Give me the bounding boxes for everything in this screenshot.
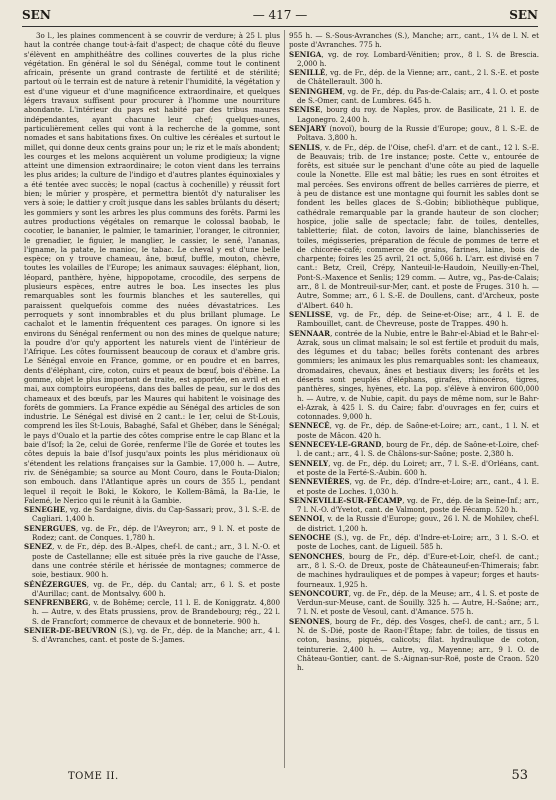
entry-senones xyxy=(289,617,539,673)
column-divider xyxy=(284,30,285,768)
entry-sennece xyxy=(289,421,539,440)
entry-headword: SENIER-DE-BEUVRON xyxy=(24,626,117,635)
entry-senfrenberg xyxy=(24,598,280,626)
entry-headword: SENNECEY-LE-GRAND xyxy=(289,440,382,450)
entry-headword: SENNEVILLE-SUR-FÉCAMP xyxy=(289,495,403,505)
entry-text: , vg. de Fr., dép. de la Vienne; arr., cant., 2 l. S.-E. et poste de Châtellerault. 300 h. xyxy=(297,68,539,87)
entry-sennevieres xyxy=(289,477,539,496)
entry-seneghe xyxy=(24,505,280,524)
running-header xyxy=(22,8,538,26)
entry-text: , v. de Bohême; cercle, 11 l. E. de Koniggratz. 4,800 h. — Autre, v. des Etats prussiens, prov. de Brandebourg; rég., 22 l. S. de Francfort; commerce de chevaux et de bonneterie. 900 h. xyxy=(32,598,280,626)
entry-headword: SENNEVIÈRES xyxy=(289,477,350,487)
entry-sennoi xyxy=(289,514,539,533)
entry-senille xyxy=(289,68,539,87)
entry-text: , vg. de Fr., dép. de Seine-et-Oise; arr., 4 l. E. de Rambouillet, cant. de Chevreuse, poste de Trappes. 490 h. xyxy=(297,309,539,329)
entry-text: , vg. de Sardaigne, divis. du Cap-Sassari; prov., 3 l. S.-E. de Cagliari. 1,400 h. xyxy=(32,505,280,524)
entry-headword: SENLIS xyxy=(289,142,321,152)
left-column xyxy=(24,31,280,767)
entry-senjary xyxy=(289,124,539,143)
entry-text: , contrée de la Nubie, entre le Bahr-el-Abiad et le Bahr-el-Azrak, sous un climat malsain; le sol est fertile et produit du maïs, des légumes et du tabac; belles forêts contenant des arbres gommiers; les animaux les plus remarquables sont: les chameaux, dromadaires, chevaux, ânes et bestiaux divers; les forêts et les déserts sont peuplés d'éléphans, girafes, rhinocéros, tigres, panthères, singes, hyènes, etc. La pop. s'élève à environ 600,000 h. — Autre, v. de Nubie, capit. du pays de même nom, sur le Bahr-el-Azrak, à 425 l. S. du Caire; fabr. d'ouvrages en fer, cuirs et cotonnades. 9,000 h. xyxy=(297,328,539,422)
entry-text: (novoï), bourg de la Russie d'Europe; gouv., 8 l. S.-E. de Poltava. 3,800 h. xyxy=(297,123,539,143)
entry-text: , bourg de Fr., dép. des Vosges, chef-l. de cant.; arr., 5 l. N. de S.-Dié, poste de Raon-l'Étape; fabr. de toiles, de tissus en coton, basins, piqués, calicots; filat. hydraulique de coton, teinturerie. 2,400 h. — Autre, vg., Mayenne; arr., 9 l. O. de Château-Gontier, cant. de S.-Aignan-sur-Roë, poste de Craon. 520 h. xyxy=(297,616,539,673)
entry-headword: SENLISSE xyxy=(289,309,331,319)
entry-senlisse xyxy=(289,310,539,329)
entry-text: , vg. de Fr., dép. d'Indre-et-Loire; arr., cant., 4 l. E. et poste de Loches. 1,030 h. xyxy=(297,477,539,496)
entry-headword: SENEGHE xyxy=(24,505,66,515)
senegal-description: 3o l., les plaines commencent à se couvrir de verdure; à 25 l. plus haut la contrée change tout-à-fait d'aspect; de chaque côté du fleuve s'élèvent en amphithéâtre des collines couvertes de la plus riche végétation. En général le sol du Sénégal, comme tout le continent africain, présente un grand contraste de fertilité et de stérilité; partout où le terrain est de nature à retenir l'humidité, la végétation y est d'une vigueur et d'une magnificence extraordinaire, et quelques légers travaux suffisent pour procurer à l'homme une nourriture abondante. L'intérieur du pays est habité par des tribus maures indépendantes, ayant chacune leur chef; quelques-unes, particulièrement celles qui vont à la recherche de la gomme, sont nomades et sans habitations fixes. On cultive les céréales et surtout le millet, qui donne deux cents grains pour un; le riz et le maïs abondent; les courges et les melons acquièrent un volume prodigieux; la vigne atteint une dimension extraordinaire; le coton vient dans les terrains les plus arides; la culture de l'indigo et d'autres plantes équinoxiales y a été tentée avec succès; le nopal (cactus à cochenille) y réussit fort bien; le mûrier y prospère, et permettra bientôt d'y naturaliser les vers à soie; le dattier y croît jusque dans les sables brûlants du désert; les gommiers y sont les arbres les plus communs des forêts. Parmi les autres productions végétales on remarque le colossal baobab, le cocotier, le bananier, le palmier, le tamarinier, l'oranger, le citronnier, le grenadier, le figuier, le manglier, le cassier, le sené, l'ananas, l'igname, la patate, le manioc, le tabac. Le cheval y est d'une belle espèce; on y trouve chameau, âne, bœuf, buffle, mouton, chèvre, toutes les volailles de l'Europe; les animaux sauvages: éléphant, lion, léopard, panthère, hyène, hippopotame, crocodile, des serpens de plusieurs espèces, entre autres le boa. Les insectes les plus remarquables sont les fourmis blanches et les sauterelles, qui paraissent quelquefois comme des nuées dévastatrices. Les perroquets y sont innombrables et du plus brillant plumage. Le cachalot et le lamentin fréquentent ces parages. On ignore si les environs du Sénégal renferment ou non des mines de quelque nature; la poudre d'or qu'y apportent les naturels vient de l'intérieur de l'Afrique. Les côtes fournissent beaucoup de coraux et d'ambre gris. Le Sénégal envoie en France, gomme, or en poudre et en barres, dents d'éléphant, cire, coton, cuirs et peaux de bœuf, bois d'ébène. La gomme, objet le plus important de traite, est apportée, en avril et en mai, aux comptoirs européens, dans des balles de peau, sur le dos des chameaux et des bœufs, par les Maures qui habitent le voisinage des forêts de gommiers. La France expédie au Sénégal des articles de son industrie. Le Sénégal est divisé en 2 cant.: le 1er, celui de St-Louis, comprend les îles St-Louis, Babaghé, Safal et Ghéber, dans le Sénégal; le pays d'Oualo et la partie des côtes comprise entre le cap Blanc et la baie d'Isof; la 2e, celui de Gorée, renferme l'île de Gorée et toutes les côtes depuis la baie d'Isof jusqu'aux points les plus méridionaux où s'étendent les relations françaises sur la Gambie. 17,000 h. — Autre, riv. de Sénégambie; sa source au Mont Couro, dans le Fouta-Dialon; son embouch. dans l'Atlantique après un cours de 355 l., pendant lequel il reçoit le Boki, le Kokoro, le Kollem-Bâmâ, la Ba-Lie, le Falemé, le Nerico qui le réunit à la Gambie. xyxy=(24,31,280,505)
entry-text: , vg. de roy. Lombard-Vénitien; prov., 8 l. S. de Brescia. 2,000 h. xyxy=(297,49,539,68)
entry-senneville-sur-fecamp xyxy=(289,496,539,515)
entry-senise xyxy=(289,105,539,124)
entry-text: , vg. de Fr., dép. de la Meuse; arr., 4 l. S. et poste de Verdun-sur-Meuse, cant. de Souilly. 325 h. — Autre, H.-Saône; arr., 7 l. N. et poste de Vesoul, cant. d'Amance. 575 h. xyxy=(297,588,539,617)
entry-senonches xyxy=(289,552,539,589)
entry-senez xyxy=(24,542,280,579)
entry-text: , vg. de Fr., dép. du Pas-de-Calais; arr., 4 l. O. et poste de S.-Omer, cant. de Lumbres. 645 h. xyxy=(297,86,539,106)
entry-headword: SENERGUES xyxy=(24,523,76,533)
entry-text: (S.), vg. de Fr., dép. de la Manche; arr., 4 l. S. d'Avranches, cant. et poste de S.-James. xyxy=(32,626,280,645)
entry-text: , vg. de Fr., dép. du Loiret; arr., 7 l. S.-E. d'Orléans, cant. et poste de la Ferté-S.-Aubin. 600 h. xyxy=(297,458,539,477)
entry-seniga xyxy=(289,50,539,69)
entry-headword: SENNECÉ xyxy=(289,421,330,431)
entry-text: , bourg de Fr., dép. d'Eure-et-Loir, chef-l. de cant.; arr., 8 l. S.-O. de Dreux, poste de Châteauneuf-en-Thimerais; fabr. de machines hydrauliques et de pompes à vapeur; forges et hauts-fourneaux. 1,925 h. xyxy=(297,551,539,589)
entry-sennecey-le-grand xyxy=(289,440,539,459)
entry-headword: SENFRENBERG xyxy=(24,598,89,608)
entry-senoche xyxy=(289,533,539,552)
entry-text: , v. de Fr., dép. des B.-Alpes, chef-l. de cant.; arr., 3 l. N.-O. et poste de Castellanne; elle est située près la rive gauche de l'Asse, dans une contrée stérile et hérissée de montagnes; commerce de soie, bestiaux. 900 h. xyxy=(32,542,280,580)
entry-text: (S.), vg. de Fr., dép. d'Indre-et-Loire; arr., 3 l. S.-O. et poste de Loches, cant. de Ligueil. 585 h. xyxy=(297,533,539,552)
page-footer xyxy=(32,768,528,786)
entry-headword: SENONCHES xyxy=(289,551,343,561)
entry-text: , vg. de Fr., dép. de la Seine-Inf.; arr., 7 l. N.-O. d'Yvetot, cant. de Valmont, poste de Fécamp. 520 h. xyxy=(297,495,539,515)
entry-headword: SENEZ xyxy=(24,542,53,552)
entry-headword: SENNAAR xyxy=(289,328,331,338)
right-column xyxy=(289,31,539,767)
entry-headword: SENILLÉ xyxy=(289,68,326,78)
entry-headword: SENIGA xyxy=(289,49,322,59)
entry-headword: SENINGHEM xyxy=(289,86,343,96)
entry-headword: SÉNÉZERGUES xyxy=(24,579,87,589)
entry-sennely xyxy=(289,459,539,478)
entry-headword: SENONES xyxy=(289,616,330,626)
continued-entry: 955 h. — S.-Sous-Avranches (S.), Manche; arr., cant., 1¼ de l. N. et poste d'Avranches. 775 h. xyxy=(289,31,539,50)
entry-senezergues xyxy=(24,580,280,599)
entry-seninghem xyxy=(289,87,539,106)
entry-text: , bourg du roy. de Naples, prov. de Basilicate, 21 l. E. de Lagonegro. 2,400 h. xyxy=(297,105,539,124)
header-right-word: SEN xyxy=(509,8,538,22)
entry-text: , v. de Fr., dép. de l'Oise, chef-l. d'arr. et de cant., 12 l. S.-E. de Beauvais; trib. de 1re instance; poste. Cette v., entourée de forêts, est située sur le penchant d'une côte au pied de laquelle coule la Nonette. Elle est mal bâtie; les rues en sont étroites et mal percées. Ses environs offrent de belles carrières de pierre, et à peu de distance est une montagne qui fournit les sables dont se fondent les belles glaces de S.-Gobin; bibliothèque publique, cathédrale remarquable par la grande hauteur de son clocher; hospice, jolie salle de spectacle; fabr. de toiles, dentelles, tabletterie; filat. de coton, lavoirs de laine, blanchisseries de toiles, mégisseries, préparation de fécule de pommes de terre et de chicorée-café; commerce de grains, farines, laine, bois de charpente; foires les 25 avril, 21 oct. 5,066 h. L'arr. est divisé en 7 cant.: Betz, Creil, Crépy, Nanteuil-le-Haudoin, Neuilly-en-Thel, Pont-S.-Maxence et Senlis; 129 comm. — Autre, vg., Pas-de-Calais; arr., 8 l. de Montreuil-sur-Mer, cant. et poste de Fruges. 310 h. — Autre, Somme; arr., 6 l. S.-E. de Doullens, cant. d'Archeux, poste d'Albert. 640 h. xyxy=(297,142,539,310)
signature-number: 53 xyxy=(511,768,528,783)
entry-headword: SENONCOURT xyxy=(289,588,349,598)
entry-headword: SENISE xyxy=(289,105,321,115)
header-left-word: SEN xyxy=(22,8,51,22)
entry-senier-de-beuvron xyxy=(24,626,280,645)
entry-text: , bourg de Fr., dép. de Saône-et-Loire, chef-l. de cant.; arr., 4 l. S. de Châlons-sur-Saône; poste. 2,380 h. xyxy=(297,440,539,459)
entry-headword: SENNOI xyxy=(289,514,323,524)
entry-headword: SENOCHE xyxy=(289,533,331,543)
entry-text: , v. de la Russie d'Europe; gouv., 26 l. N. de Mohilev, chef-l. de district. 1,200 h. xyxy=(297,514,539,533)
header-rule xyxy=(22,26,538,27)
page-number: — 417 — xyxy=(252,8,308,22)
entry-headword: SENJARY xyxy=(289,123,327,133)
volume-label: TOME II. xyxy=(68,771,119,782)
entry-senlis xyxy=(289,143,539,310)
entry-headword: SENNELY xyxy=(289,458,329,468)
entry-sennaar xyxy=(289,329,539,422)
entry-senergues xyxy=(24,524,280,543)
entry-senoncourt xyxy=(289,589,539,617)
entry-text: , vg. de Fr., dép. de l'Aveyron; arr., 9 l. N. et poste de Rodez; cant. de Conques. 1,780 h. xyxy=(32,523,280,543)
entry-text: , vg. de Fr., dép. du Cantal; arr., 6 l. S. et poste d'Aurillac; cant. de Montsalvy. 600 h. xyxy=(32,579,280,598)
entry-text: , vg. de Fr., dép. de Saône-et-Loire; arr., cant., 1 l. N. et poste de Mâcon. 420 h. xyxy=(297,421,539,440)
